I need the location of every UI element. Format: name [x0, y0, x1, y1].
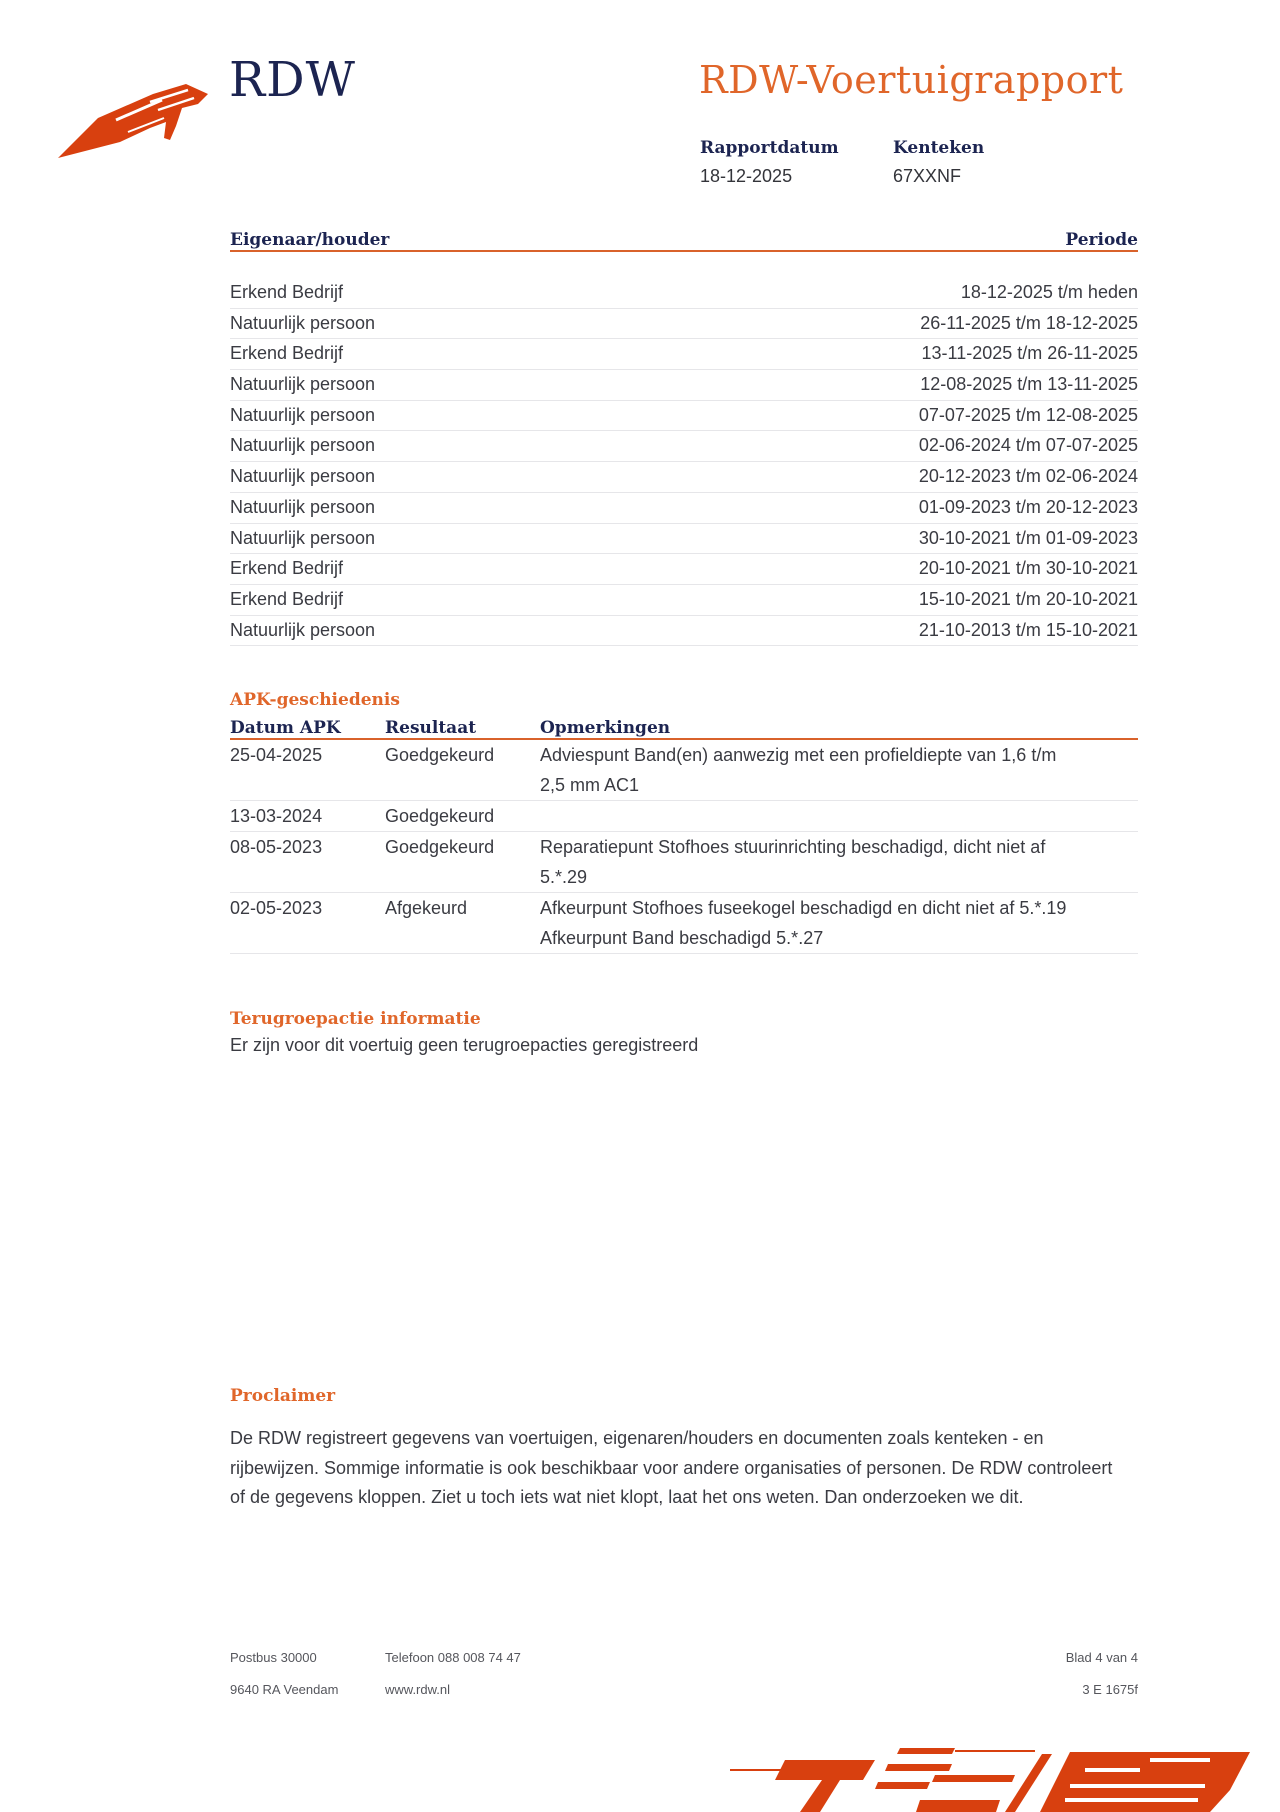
owner-cell: Erkend Bedrijf: [230, 282, 344, 302]
period-cell: 01-09-2023 t/m 20-12-2023: [918, 496, 1138, 517]
owner-history-table: [230, 222, 1138, 646]
col-date-header: Datum APK: [230, 718, 341, 738]
owner-cell: Natuurlijk persoon: [230, 466, 376, 487]
remark-line: Adviespunt Band(en) aanwezig met een profieldiepte van 1,6 t/m: [540, 745, 1057, 765]
period-cell: 18-12-2025 t/m heden: [960, 282, 1138, 302]
apk-table-header: [230, 710, 1138, 740]
owner-cell: Natuurlijk persoon: [230, 619, 376, 640]
logo-text: RDW: [229, 52, 356, 108]
plate-block: [893, 138, 984, 187]
apk-result-cell: Goedgekeurd: [385, 806, 495, 826]
owner-cell: Erkend Bedrijf: [230, 343, 344, 364]
apk-section-title: APK-geschiedenis: [230, 690, 400, 710]
apk-date-cell: 25-04-2025: [230, 745, 323, 765]
plate-value: 67XXNF: [893, 166, 962, 186]
footer-contact: [385, 1642, 521, 1706]
period-cell: 30-10-2021 t/m 01-09-2023: [918, 527, 1138, 548]
remark-line: Afkeurpunt Stofhoes fuseekogel beschadigd en dicht niet af 5.*.19: [540, 898, 1067, 918]
recall-text: Er zijn voor dit voertuig geen terugroepacties geregistreerd: [230, 1035, 699, 1055]
apk-remarks-cell: [540, 832, 1138, 892]
table-row: [230, 832, 1138, 893]
table-row: [230, 462, 1138, 493]
footer-page-info: [1066, 1642, 1138, 1706]
proclaimer-text: De RDW registreert gegevens van voertuigen, eigenaren/houders en documenten zoals kenteken - en rijbewijzen. Sommige informatie is ook beschikbaar voor andere organisaties of personen. De RDW controleert of de gegevens kloppen. Ziet u toch iets wat niet klopt, laat het ons weten. Dan onderzoeken we dit.: [230, 1428, 1113, 1507]
rdw-footer-stripes-icon: [730, 1740, 1280, 1812]
table-row: [230, 370, 1138, 401]
period-cell: 26-11-2025 t/m 18-12-2025: [920, 312, 1138, 333]
plate-label: Kenteken: [893, 138, 985, 158]
col-owner-header: Eigenaar/houder: [230, 230, 390, 250]
table-row: [230, 585, 1138, 616]
table-row: [230, 278, 1138, 309]
owner-table-header: [230, 222, 1138, 252]
col-period-header: Periode: [1065, 230, 1138, 250]
table-row: [230, 309, 1138, 340]
owner-cell: Natuurlijk persoon: [230, 435, 376, 456]
col-remarks-header: Opmerkingen: [540, 718, 671, 738]
apk-remarks-cell: [540, 801, 1138, 831]
table-row: [230, 339, 1138, 370]
apk-date-cell: 02-05-2023: [230, 898, 323, 918]
document-code: 3 E 1675f: [1082, 1682, 1138, 1697]
footer-address-line2: 9640 RA Veendam: [230, 1682, 339, 1697]
remark-line: Afkeurpunt Band beschadigd 5.*.27: [540, 928, 824, 948]
remark-line: Reparatiepunt Stofhoes stuurinrichting beschadigd, dicht niet af: [540, 837, 1046, 857]
table-row: [230, 524, 1138, 555]
report-date-block: [700, 138, 839, 187]
recall-section-title: Terugroepactie informatie: [230, 1009, 481, 1029]
period-cell: 21-10-2013 t/m 15-10-2021: [918, 619, 1138, 640]
table-row: [230, 893, 1138, 954]
report-date-value: 18-12-2025: [700, 166, 793, 186]
recall-section: [230, 1009, 1138, 1056]
page-number: Blad 4 van 4: [1065, 1650, 1138, 1665]
owner-rows: [230, 278, 1138, 646]
table-row: [230, 740, 1138, 801]
rdw-logo-icon: [58, 80, 208, 160]
apk-date-cell: 13-03-2024: [230, 806, 323, 826]
owner-cell: Natuurlijk persoon: [230, 312, 376, 333]
report-date-label: Rapportdatum: [700, 138, 839, 158]
proclaimer-section: [230, 1386, 1138, 1513]
owner-cell: Natuurlijk persoon: [230, 527, 376, 548]
report-title: RDW-Voertuigrapport: [699, 58, 1124, 102]
proclaimer-title: Proclaimer: [230, 1386, 336, 1406]
table-row: [230, 554, 1138, 585]
col-result-header: Resultaat: [385, 718, 477, 738]
period-cell: 12-08-2025 t/m 13-11-2025: [920, 374, 1138, 395]
remark-line: 2,5 mm AC1: [540, 775, 640, 795]
period-cell: 02-06-2024 t/m 07-07-2025: [918, 435, 1138, 456]
table-row: [230, 801, 1138, 832]
table-row: [230, 616, 1138, 647]
period-cell: 13-11-2025 t/m 26-11-2025: [921, 343, 1138, 364]
footer-website-link[interactable]: www.rdw.nl: [385, 1682, 451, 1697]
footer-phone: Telefoon 088 008 74 47: [385, 1650, 521, 1665]
owner-cell: Erkend Bedrijf: [230, 588, 344, 609]
apk-result-cell: Goedgekeurd: [385, 837, 495, 857]
apk-remarks-cell: [540, 740, 1138, 800]
table-row: [230, 401, 1138, 432]
period-cell: 15-10-2021 t/m 20-10-2021: [918, 588, 1138, 609]
period-cell: 20-10-2021 t/m 30-10-2021: [918, 558, 1138, 579]
apk-result-cell: Goedgekeurd: [385, 745, 495, 765]
table-row: [230, 431, 1138, 462]
remark-line: 5.*.29: [540, 867, 588, 887]
table-row: [230, 493, 1138, 524]
apk-history-section: [230, 690, 1138, 954]
footer-address: [230, 1642, 338, 1706]
owner-cell: Erkend Bedrijf: [230, 558, 344, 579]
apk-remarks-cell: [540, 893, 1138, 953]
owner-cell: Natuurlijk persoon: [230, 374, 376, 395]
apk-date-cell: 08-05-2023: [230, 837, 323, 857]
owner-cell: Natuurlijk persoon: [230, 496, 376, 517]
period-cell: 07-07-2025 t/m 12-08-2025: [918, 404, 1138, 425]
period-cell: 20-12-2023 t/m 02-06-2024: [918, 466, 1138, 487]
apk-result-cell: Afgekeurd: [385, 898, 468, 918]
footer-address-line1: Postbus 30000: [230, 1650, 317, 1665]
owner-cell: Natuurlijk persoon: [230, 404, 376, 425]
